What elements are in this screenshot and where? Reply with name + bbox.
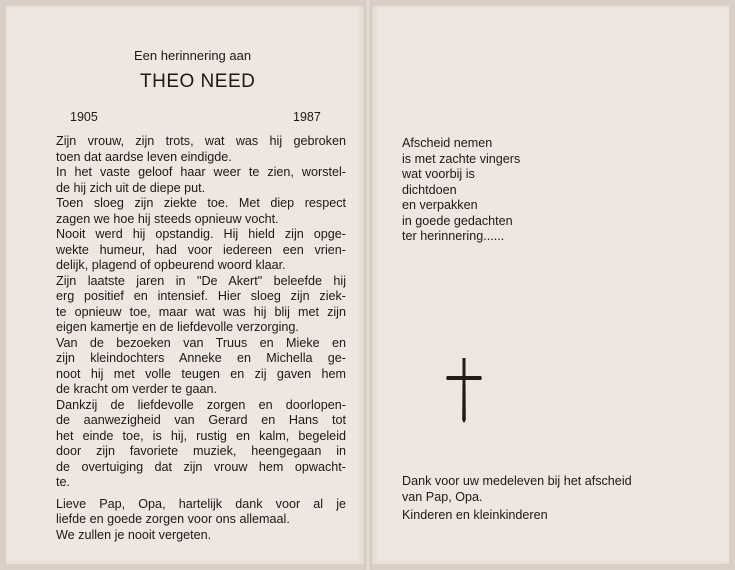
poem-line: ter herinnering...... <box>402 229 505 243</box>
birth-year: 1905 <box>70 110 98 124</box>
poem-line: dichtdoen <box>402 182 457 197</box>
card-fold <box>364 0 372 570</box>
biography <box>56 134 346 543</box>
bio-line: te opnieuw toe, maar wat was hij blij met zijn <box>56 304 346 319</box>
bio-line: eigen kamertje en de liefdevolle verzorging. <box>56 320 299 334</box>
thanks-note <box>402 474 632 505</box>
bio-line: Dankzij de liefdevolle zorgen en doorlopen- <box>56 397 346 412</box>
poem-line: Afscheid nemen <box>402 136 493 150</box>
bio-line: wekte humeur, had voor iedereen een vrien- <box>56 242 346 257</box>
bio-line: te. <box>56 475 71 489</box>
bio-line: door zijn favoriete muziek, heengegaan in <box>56 444 346 458</box>
death-year: 1987 <box>293 110 321 124</box>
bio-line: zagen we hoe hij steeds opnieuw vocht. <box>56 211 279 226</box>
poem-line: is met zachte vingers <box>402 151 521 166</box>
bio-line: Nooit werd hij opstandig. Hij hield zijn opge- <box>56 227 346 241</box>
bio-line: erg positief en intensief. Hier sloeg zijn ziek- <box>56 289 346 303</box>
farewell-poem <box>402 136 520 245</box>
bio-line: noot hij met volle teugen en zij gaven hem <box>56 366 346 381</box>
bio-line: In het vaste geloof haar weer te zien, worstel- <box>56 165 346 179</box>
bio-line: toen dat aardse leven eindigde. <box>56 149 232 164</box>
cross-icon <box>444 356 484 424</box>
bio-line: Toen sloeg zijn ziekte toe. Met diep respect <box>56 196 346 210</box>
family-signature: Kinderen en kleinkinderen <box>402 508 548 522</box>
closing-line: We zullen je nooit vergeten. <box>56 527 212 542</box>
bio-line: Van de bezoeken van Truus en Mieke en <box>56 335 346 350</box>
bio-line: de overtuiging dat zijn vrouw hem opwacht- <box>56 459 346 474</box>
bio-line: de hij zich uit de diepe put. <box>56 180 206 195</box>
bio-line: het einde toe, is hij, rustig en kalm, begeleid <box>56 428 346 443</box>
deceased-name: THEO NEED <box>140 71 256 92</box>
thanks-line: van Pap, Opa. <box>402 489 483 504</box>
bio-line: zijn kleindochters Anneke en Michella ge- <box>56 351 346 365</box>
closing-line: liefde en goede zorgen voor ons allemaal. <box>56 512 290 526</box>
intro-text: Een herinnering aan <box>134 48 252 63</box>
bio-line: Zijn vrouw, zijn trots, wat was hij gebroken <box>56 134 346 148</box>
thanks-line: Dank voor uw medeleven bij het afscheid <box>402 474 632 488</box>
bio-line: delijk, plagend of opbeurend woord klaar. <box>56 258 286 272</box>
poem-line: in goede gedachten <box>402 213 513 228</box>
closing-line: Lieve Pap, Opa, hartelijk dank voor al je <box>56 496 346 511</box>
poem-line: wat voorbij is <box>402 167 475 181</box>
poem-line: en verpakken <box>402 198 478 212</box>
bio-line: de aanwezigheid van Gerard en Hans tot <box>56 413 346 427</box>
bio-line: de kracht om verder te gaan. <box>56 382 218 396</box>
bio-line: Zijn laatste jaren in "De Akert" beleefde hij <box>56 273 346 288</box>
